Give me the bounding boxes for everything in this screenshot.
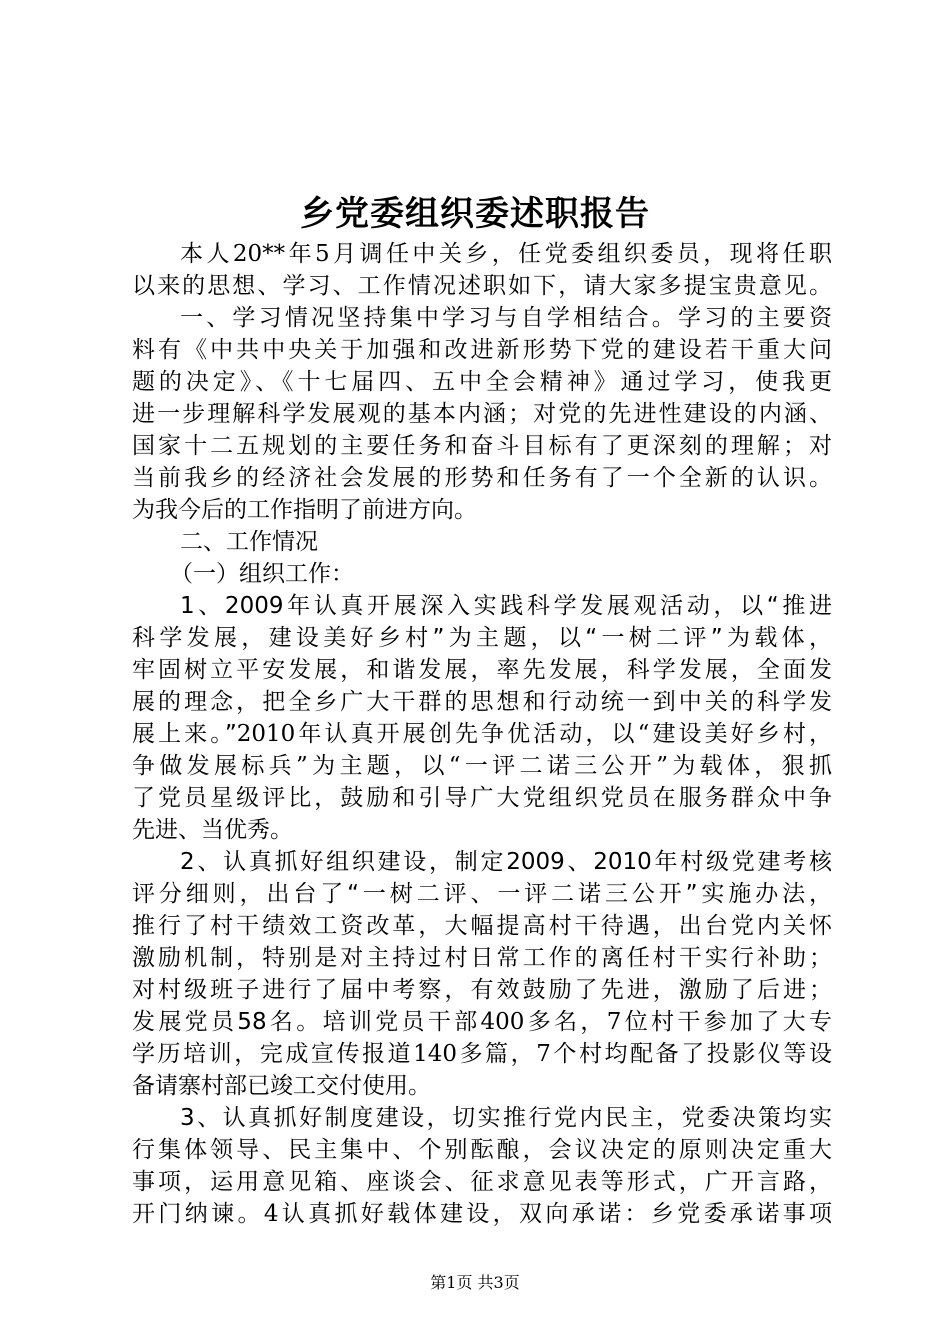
section-heading-study: 一、学习情况坚持集中学习与自学相结合。: [180, 305, 678, 331]
paragraph-line: 推行了村干绩效工资改革，大幅提高村干待遇，出台党内关怀: [132, 913, 832, 939]
paragraph-line: [132, 1198, 832, 1230]
subsection-heading: （一）组织工作：: [170, 561, 354, 587]
paragraph-line: 以来的思想、学习、工作情况述职如下，请大家多提宝贵意见。: [132, 273, 832, 299]
paragraph-text: 展上来。”: [132, 721, 237, 747]
paragraph-line: 进一步理解科学发展观的基本内涵；对党的先进性建设的内涵、: [132, 401, 832, 427]
paragraph-text: 发展党员58名。: [132, 1009, 323, 1035]
paragraph-text: 开门纳谏。: [132, 1201, 264, 1227]
paragraph-line: 展的理念，把全乡广大干群的思想和行动统一到中关的科学发: [132, 689, 832, 715]
paragraph-line: 评分细则，出台了“一树二评、一评二诺三公开”实施办法，: [132, 881, 832, 907]
paragraph-text: 4认真抓好载体建设，双向承诺：乡党委承诺事项: [263, 1201, 833, 1227]
paragraph-line: 为我今后的工作指明了前进方向。: [132, 497, 477, 523]
paragraph-line: 2、认真抓好组织建设，制定2009、2010年村级党建考核: [180, 849, 832, 875]
paragraph-line: 当前我乡的经济社会发展的形势和任务有了一个全新的认识。: [132, 465, 832, 491]
paragraph-line: 备请寨村部已竣工交付使用。: [132, 1073, 431, 1099]
paragraph-line: 争做发展标兵”为主题，以“一评二诺三公开”为载体，狠抓: [132, 753, 832, 779]
paragraph-line: [180, 302, 832, 334]
paragraph-line: 3、认真抓好制度建设，切实推行党内民主，党委决策均实: [180, 1105, 832, 1131]
paragraph-line: [132, 1006, 832, 1038]
paragraph-line: [132, 718, 832, 750]
paragraph-line: 牢固树立平安发展，和谐发展，率先发展，科学发展，全面发: [132, 657, 832, 683]
document-title: 乡党委组织委述职报告: [300, 194, 650, 234]
section-heading-work: 二、工作情况: [180, 529, 318, 555]
paragraph-line: 行集体领导、民主集中、个别酝酿，会议决定的原则决定重大: [132, 1137, 832, 1163]
paragraph-line: 本人20**年5月调任中关乡，任党委组织委员，现将任职: [180, 241, 832, 267]
paragraph-line: 激励机制，特别是对主持过村日常工作的离任村干实行补助；: [132, 945, 832, 971]
page-number-footer: 第1页 共3页: [430, 1273, 520, 1292]
paragraph-line: 先进、当优秀。: [132, 817, 293, 843]
paragraph-line: 科学发展，建设美好乡村”为主题，以“一树二评”为载体，: [132, 625, 832, 651]
paragraph-text: 学习的主要资: [677, 305, 833, 331]
paragraph-line: 料有《中共中央关于加强和改进新形势下党的建设若干重大问: [132, 337, 832, 363]
paragraph-line: 对村级班子进行了届中考察，有效鼓励了先进，激励了后进；: [132, 977, 832, 1003]
paragraph-line: 事项，运用意见箱、座谈会、征求意见表等形式，广开言路，: [132, 1169, 832, 1195]
paragraph-line: 了党员星级评比，鼓励和引导广大党组织党员在服务群众中争: [132, 785, 832, 811]
paragraph-line: 国家十二五规划的主要任务和奋斗目标有了更深刻的理解；对: [132, 433, 832, 459]
paragraph-text: 培训党员干部400多名，7位村干参加了大专: [322, 1009, 832, 1035]
paragraph-line: 学历培训，完成宣传报道140多篇，7个村均配备了投影仪等设: [132, 1041, 832, 1067]
paragraph-text: 2010年认真开展创先争优活动，以“建设美好乡村，: [236, 721, 832, 747]
paragraph-line: 题的决定》、《十七届四、五中全会精神》通过学习，使我更: [132, 369, 832, 395]
paragraph-line: 1、2009年认真开展深入实践科学发展观活动，以“推进: [180, 593, 832, 619]
